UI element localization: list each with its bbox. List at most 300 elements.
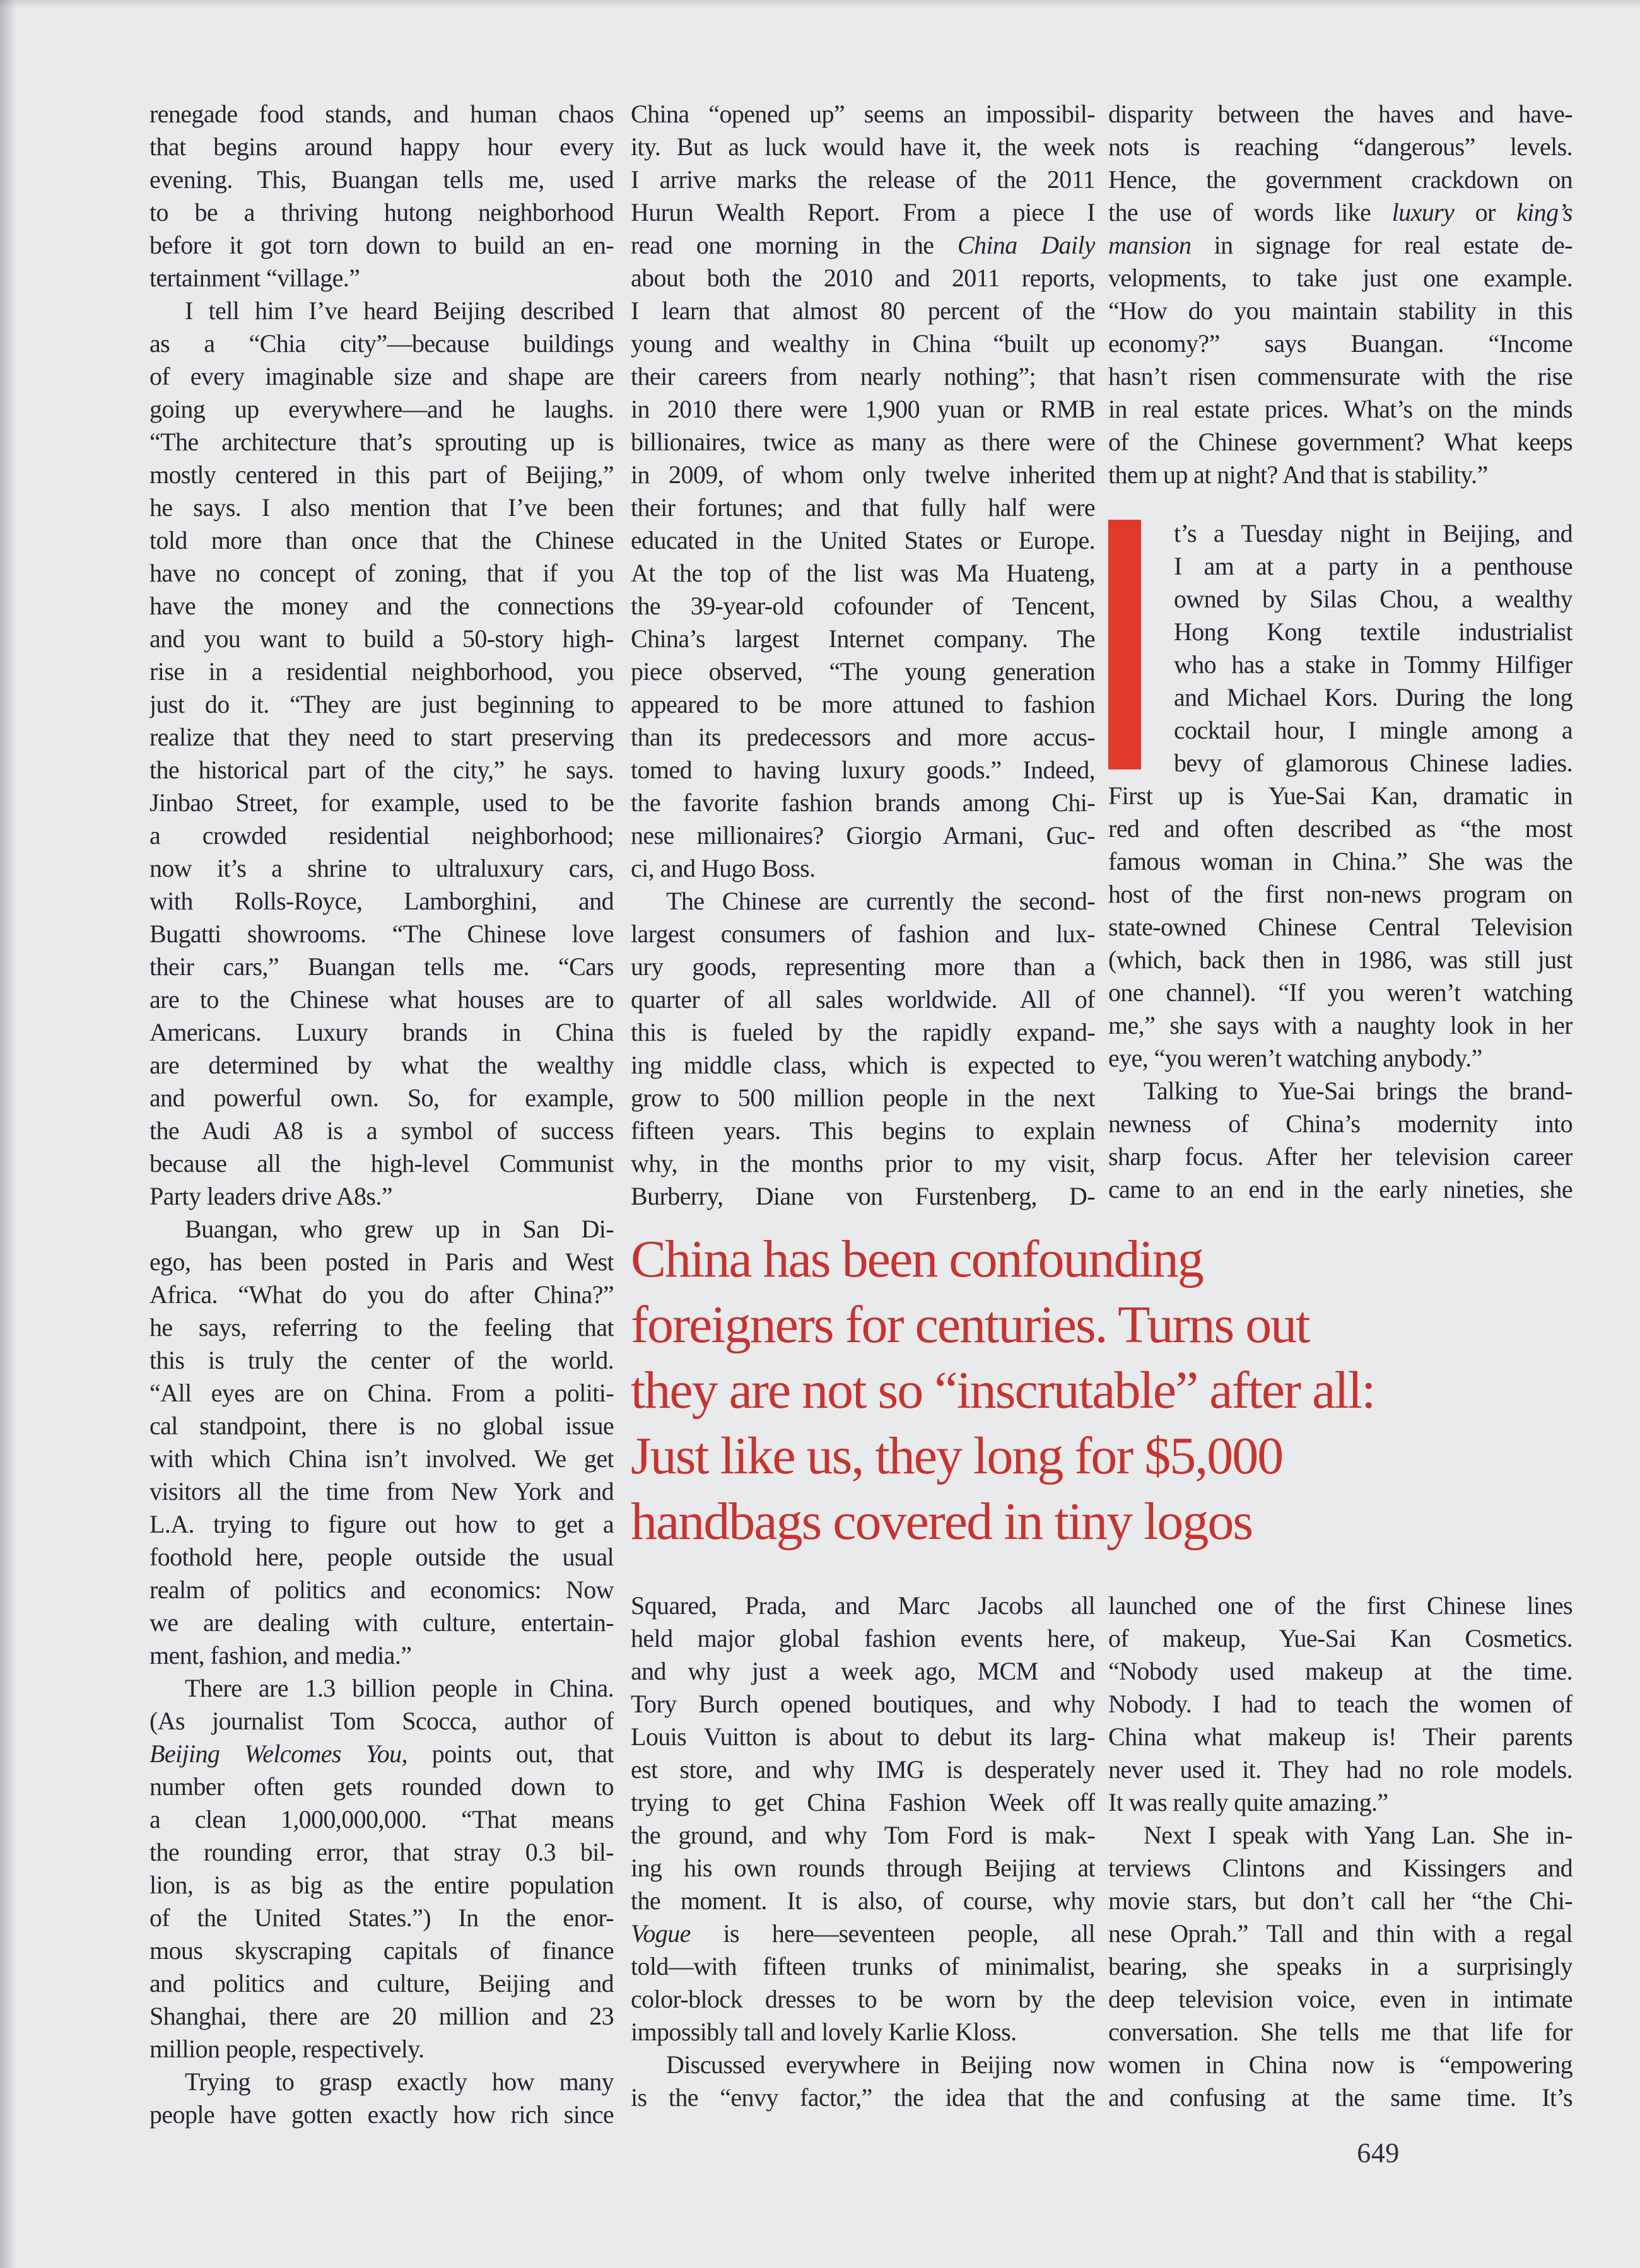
text-run: points out, that	[407, 1739, 614, 1768]
body-line	[149, 2033, 614, 2066]
text-run: impossibly tall and lovely Karlie Kloss.	[631, 2018, 1017, 2046]
body-line	[1108, 1173, 1573, 1206]
body-line	[631, 754, 1095, 786]
text-run: Shanghai, there are 20 million and 23	[149, 2002, 614, 2030]
body-line	[1108, 196, 1573, 229]
text-run: of the United States.”) In the enor-	[149, 1903, 614, 1932]
body-line	[149, 655, 614, 688]
body-line	[1108, 911, 1573, 944]
body-line	[1108, 714, 1573, 747]
text-run: in 2010 there were 1,900 yuan or RMB	[631, 395, 1095, 423]
body-line	[631, 393, 1095, 426]
text-run: their cars,” Buangan tells me. “Cars	[149, 952, 614, 981]
body-line	[149, 1541, 614, 1574]
body-line	[149, 1147, 614, 1180]
body-line	[1108, 393, 1573, 426]
body-line	[1108, 1589, 1573, 1622]
text-run: I arrive marks the release of the 2011	[631, 165, 1095, 194]
body-line	[149, 360, 614, 393]
text-run: Talking to Yue-Sai brings the brand-	[1144, 1077, 1573, 1105]
text-run: realize that they need to start preserving	[149, 723, 614, 751]
body-line	[149, 1803, 614, 1836]
body-line	[631, 1147, 1095, 1180]
text-run: (As journalist Tom Scocca, author of	[149, 1707, 614, 1735]
text-run: ing middle class, which is expected to	[631, 1051, 1095, 1079]
text-run: trying to get China Fashion Week off	[631, 1788, 1095, 1816]
body-line	[1108, 262, 1573, 295]
text-run: he says, referring to the feeling that	[149, 1313, 614, 1342]
body-line	[1108, 163, 1573, 196]
text-run: Jinbao Street, for example, used to be	[149, 788, 614, 817]
body-line	[149, 1869, 614, 1902]
text-run: The Chinese are currently the second-	[666, 887, 1095, 915]
body-line	[631, 1114, 1095, 1147]
text-run: me,” she says with a naughty look in her	[1108, 1011, 1573, 1039]
text-run: one channel). “If you weren’t watching	[1108, 978, 1573, 1007]
column-3-middle	[1108, 780, 1573, 1206]
text-run: China’s largest Internet company. The	[631, 624, 1095, 653]
text-run: than its predecessors and more accus-	[631, 723, 1095, 751]
body-line	[631, 524, 1095, 557]
body-line	[149, 819, 614, 852]
body-line	[149, 1639, 614, 1672]
text-run: the rounding error, that stray 0.3 bil-	[149, 1838, 614, 1866]
body-line	[1108, 517, 1573, 550]
italic-run: luxury	[1391, 198, 1455, 226]
text-run: the historical part of the city,” he says.	[149, 756, 614, 784]
text-run: Africa. “What do you do after China?”	[149, 1280, 614, 1309]
body-line	[631, 1016, 1095, 1049]
body-line	[149, 524, 614, 557]
text-run: ci, and Hugo Boss.	[631, 854, 816, 882]
text-run: mostly centered in this part of Beijing,”	[149, 460, 614, 489]
body-line	[149, 852, 614, 885]
text-run: the moment. It is also, of course, why	[631, 1886, 1095, 1915]
text-run: Hence, the government crackdown on	[1108, 165, 1573, 194]
body-line	[1108, 459, 1573, 491]
body-line	[1108, 976, 1573, 1009]
body-line	[631, 852, 1095, 885]
body-line	[631, 1917, 1095, 1950]
body-line	[631, 2081, 1095, 2114]
body-line	[1108, 812, 1573, 845]
text-run: First up is Yue-Sai Kan, dramatic in	[1108, 781, 1573, 810]
body-line	[631, 1180, 1095, 1213]
text-run: the Audi A8 is a symbol of success	[149, 1116, 614, 1145]
text-run: ing his own rounds through Beijing at	[631, 1854, 1095, 1882]
body-line	[1108, 98, 1573, 131]
text-run: ment, fashion, and media.”	[149, 1641, 412, 1669]
text-run: grow to 500 million people in the next	[631, 1084, 1095, 1112]
text-run: (which, back then in 1986, was still just	[1108, 945, 1573, 974]
body-line	[631, 1082, 1095, 1114]
text-run: of the Chinese government? What keeps	[1108, 428, 1573, 456]
body-line	[631, 1688, 1095, 1721]
text-run: Next I speak with Yang Lan. She in-	[1144, 1821, 1573, 1849]
body-line	[149, 2098, 614, 2131]
text-run: There are 1.3 billion people in China.	[185, 1674, 614, 1702]
body-line	[149, 2066, 614, 2098]
body-line	[149, 393, 614, 426]
text-run: red and often described as “the most	[1108, 814, 1573, 843]
text-run: “Nobody used makeup at the time.	[1108, 1657, 1573, 1685]
body-line	[149, 1016, 614, 1049]
text-run: about both the 2010 and 2011 reports,	[631, 264, 1095, 292]
text-run: ego, has been posted in Paris and West	[149, 1248, 614, 1276]
text-run: China “opened up” seems an impossibil-	[631, 100, 1095, 128]
column-2-top	[631, 98, 1095, 1213]
body-line	[631, 623, 1095, 655]
text-run: L.A. trying to figure out how to get a	[149, 1510, 614, 1538]
page-edge-shadow-top	[0, 0, 1640, 9]
text-run: terviews Clintons and Kissingers and	[1108, 1854, 1573, 1882]
body-line	[149, 1410, 614, 1442]
text-run: their fortunes; and that fully half were	[631, 493, 1095, 522]
text-run: and politics and culture, Beijing and	[149, 1969, 614, 1997]
body-line	[149, 1180, 614, 1213]
text-run: At the top of the list was Ma Huateng,	[631, 559, 1095, 587]
body-line	[149, 1836, 614, 1869]
text-run: before it got torn down to build an en-	[149, 231, 614, 259]
body-line	[149, 163, 614, 196]
body-line	[631, 590, 1095, 623]
body-line	[149, 1574, 614, 1606]
text-run: in 2009, of whom only twelve inherited	[631, 460, 1095, 489]
body-line	[149, 623, 614, 655]
text-run: are to the Chinese what houses are to	[149, 985, 614, 1014]
text-run: and Michael Kors. During the long	[1174, 683, 1573, 711]
body-line	[1108, 845, 1573, 878]
body-line	[149, 950, 614, 983]
text-run: disparity between the haves and have-	[1108, 100, 1573, 128]
body-line	[1108, 2081, 1573, 2114]
body-line	[1108, 1917, 1573, 1950]
dropcap-bar-letter-i	[1108, 520, 1141, 769]
body-line	[149, 459, 614, 491]
text-run: and why just a week ago, MCM and	[631, 1657, 1095, 1685]
body-line	[1108, 681, 1573, 714]
text-run: “The architecture that’s sprouting up is	[149, 428, 614, 456]
text-run: the 39-year-old cofounder of Tencent,	[631, 592, 1095, 620]
text-run: movie stars, but don’t call her “the Chi-	[1108, 1886, 1573, 1915]
text-run: velopments, to take just one example.	[1108, 264, 1573, 292]
text-run: I tell him I’ve heard Beijing described	[185, 296, 614, 325]
text-run: fifteen years. This begins to explain	[631, 1116, 1095, 1145]
text-run: foothold here, people outside the usual	[149, 1543, 614, 1571]
text-run: Bugatti showrooms. “The Chinese love	[149, 920, 614, 948]
text-run: and you want to build a 50-story high-	[149, 624, 614, 653]
text-run: tertainment “village.”	[149, 264, 360, 292]
body-line	[631, 885, 1095, 918]
italic-run: mansion	[1108, 231, 1192, 259]
body-line	[1108, 1950, 1573, 1983]
column-2-bottom	[631, 1589, 1095, 2114]
body-line	[631, 1589, 1095, 1622]
body-line	[1108, 131, 1573, 163]
text-run: a clean 1,000,000,000. “That means	[149, 1805, 614, 1833]
body-line	[631, 2016, 1095, 2049]
body-line	[1108, 1721, 1573, 1753]
body-line	[149, 1606, 614, 1639]
body-line	[1108, 327, 1573, 360]
text-run: Squared, Prada, and Marc Jacobs all	[631, 1591, 1095, 1620]
text-run: Tory Burch opened boutiques, and why	[631, 1690, 1095, 1718]
text-run: came to an end in the early nineties, she	[1108, 1175, 1573, 1203]
body-line	[1108, 780, 1573, 812]
body-line	[149, 1344, 614, 1377]
text-run: host of the first non-news program on	[1108, 880, 1573, 908]
body-line	[631, 459, 1095, 491]
body-line	[149, 1311, 614, 1344]
body-line	[1108, 1009, 1573, 1042]
text-run: women in China now is “empowering	[1108, 2050, 1573, 2079]
body-line	[149, 1082, 614, 1114]
body-line	[631, 1622, 1095, 1655]
text-run: Buangan, who grew up in San Di-	[185, 1215, 614, 1243]
body-line	[149, 590, 614, 623]
text-run: rise in a residential neighborhood, you	[149, 657, 614, 686]
body-line	[149, 1114, 614, 1147]
body-line	[631, 688, 1095, 721]
text-run: It was really quite amazing.”	[1108, 1788, 1388, 1816]
text-run: I learn that almost 80 percent of the	[631, 296, 1095, 325]
text-run: this is fueled by the rapidly expand-	[631, 1018, 1095, 1046]
text-run: Americans. Luxury brands in China	[149, 1018, 614, 1046]
text-run: realm of politics and economics: Now	[149, 1575, 614, 1604]
body-line	[1108, 1688, 1573, 1721]
body-line	[149, 1672, 614, 1705]
body-line	[631, 295, 1095, 327]
body-line	[149, 229, 614, 262]
body-line	[1108, 747, 1573, 780]
text-run: we are dealing with culture, entertain-	[149, 1608, 614, 1637]
body-line	[631, 131, 1095, 163]
text-run: Louis Vuitton is about to debut its larg-	[631, 1722, 1095, 1751]
page-edge-shadow-left	[0, 0, 16, 2268]
text-run: as a “Chia city”—because buildings	[149, 329, 614, 358]
text-run: appeared to be more attuned to fashion	[631, 690, 1095, 718]
text-run: is here—seventeen people, all	[690, 1919, 1095, 1948]
body-line	[149, 131, 614, 163]
body-line	[149, 1967, 614, 2000]
text-run: going up everywhere—and he laughs.	[149, 395, 614, 423]
body-line	[631, 819, 1095, 852]
italic-run: China Daily	[957, 231, 1095, 259]
body-line	[149, 721, 614, 754]
text-run: ity. But as luck would have it, the week	[631, 132, 1095, 161]
text-run: nese millionaires? Giorgio Armani, Guc-	[631, 821, 1095, 850]
body-line	[631, 360, 1095, 393]
column-1	[149, 98, 614, 2131]
body-line	[149, 1934, 614, 1967]
body-line	[631, 918, 1095, 950]
text-run: Trying to grasp exactly how many	[185, 2067, 614, 2096]
body-line	[631, 1885, 1095, 1917]
body-line	[1108, 1108, 1573, 1140]
text-run: evening. This, Buangan tells me, used	[149, 165, 614, 194]
text-run: Nobody. I had to teach the women of	[1108, 1690, 1573, 1718]
text-run: lion, is as big as the entire population	[149, 1871, 614, 1899]
text-run: bearing, she speaks in a surprisingly	[1108, 1952, 1573, 1980]
text-run: of makeup, Yue-Sai Kan Cosmetics.	[1108, 1624, 1573, 1652]
text-run: largest consumers of fashion and lux-	[631, 920, 1095, 948]
text-run: educated in the United States or Europe.	[631, 526, 1095, 554]
text-run: owned by Silas Chou, a wealthy	[1174, 585, 1573, 613]
body-line	[149, 262, 614, 295]
body-line	[149, 1475, 614, 1508]
text-run: in signage for real estate de-	[1191, 231, 1573, 259]
text-run: in real estate prices. What’s on the minds	[1108, 395, 1573, 423]
text-run: young and wealthy in China “built up	[631, 329, 1095, 358]
body-line	[1108, 878, 1573, 911]
text-run: newness of China’s modernity into	[1108, 1109, 1573, 1138]
text-run: I am at a party in a penthouse	[1174, 552, 1573, 580]
body-line	[631, 262, 1095, 295]
body-line	[631, 229, 1095, 262]
body-line	[1108, 1885, 1573, 1917]
text-run: million people, respectively.	[149, 2035, 425, 2063]
body-line	[1108, 1983, 1573, 2016]
body-line	[149, 1902, 614, 1934]
text-run: this is truly the center of the world.	[149, 1346, 614, 1374]
text-run: and powerful own. So, for example,	[149, 1084, 614, 1112]
body-line	[631, 786, 1095, 819]
body-line	[149, 1705, 614, 1738]
text-run: China what makeup is! Their parents	[1108, 1722, 1573, 1751]
text-run: or	[1454, 198, 1517, 226]
pull-quote-line: Just like us, they long for $5,000	[631, 1427, 1283, 1485]
body-line	[149, 327, 614, 360]
text-run: a crowded residential neighborhood;	[149, 821, 614, 850]
text-run: sharp focus. After her television career	[1108, 1142, 1573, 1171]
text-run: why, in the months prior to my visit,	[631, 1149, 1095, 1178]
text-run: renegade food stands, and human chaos	[149, 100, 614, 128]
text-run: have the money and the connections	[149, 592, 614, 620]
body-line	[1108, 1786, 1573, 1819]
body-line	[1108, 295, 1573, 327]
text-run: visitors all the time from New York and	[149, 1477, 614, 1505]
text-run: nese Oprah.” Tall and thin with a regal	[1108, 1919, 1573, 1948]
body-line	[149, 196, 614, 229]
body-line	[149, 754, 614, 786]
body-line	[631, 1655, 1095, 1688]
column-3-top	[1108, 98, 1573, 491]
text-run: Hong Kong textile industrialist	[1174, 617, 1573, 646]
text-run: people have gotten exactly how rich since	[149, 2100, 614, 2129]
body-line	[149, 557, 614, 590]
text-run: cal standpoint, there is no global issue	[149, 1412, 614, 1440]
body-line	[631, 196, 1095, 229]
pull-quote-line: they are not so “inscrutable” after all:	[631, 1361, 1375, 1420]
body-line	[631, 98, 1095, 131]
body-line	[149, 688, 614, 721]
body-line	[149, 98, 614, 131]
body-line	[1108, 1655, 1573, 1688]
body-line	[631, 1786, 1095, 1819]
body-line	[631, 163, 1095, 196]
text-run: eye, “you weren’t watching anybody.”	[1108, 1044, 1482, 1072]
text-run: with Rolls-Royce, Lamborghini, and	[149, 887, 614, 915]
body-line	[149, 786, 614, 819]
pull-quote-line: handbags covered in tiny logos	[631, 1492, 1253, 1551]
text-run: “All eyes are on China. From a politi-	[149, 1379, 614, 1407]
body-line	[1108, 944, 1573, 976]
text-run: who has a stake in Tommy Hilfiger	[1174, 650, 1573, 679]
body-line	[149, 1738, 614, 1770]
text-run: est store, and why IMG is desperately	[631, 1755, 1095, 1784]
body-line	[149, 1377, 614, 1410]
body-line	[149, 1508, 614, 1541]
body-line	[149, 1278, 614, 1311]
body-line	[149, 1246, 614, 1278]
text-run: have no concept of zoning, that if you	[149, 559, 614, 587]
text-run: piece observed, “The young generation	[631, 657, 1095, 686]
body-line	[631, 491, 1095, 524]
text-run: now it’s a shrine to ultraluxury cars,	[149, 854, 614, 882]
body-line	[631, 1983, 1095, 2016]
body-line	[149, 1049, 614, 1082]
body-line	[631, 1819, 1095, 1852]
italic-run: Vogue	[631, 1919, 691, 1948]
body-line	[631, 327, 1095, 360]
body-line	[631, 426, 1095, 459]
body-line	[631, 1721, 1095, 1753]
text-run: deep television voice, even in intimate	[1108, 1985, 1573, 2013]
body-line	[149, 983, 614, 1016]
text-run: with which China isn’t involved. We get	[149, 1444, 614, 1473]
text-run: to be a thriving hutong neighborhood	[149, 198, 614, 226]
text-run: read one morning in the	[631, 231, 958, 259]
text-run: are determined by what the wealthy	[149, 1051, 614, 1079]
italic-run: king’s	[1516, 198, 1573, 226]
text-run: billionaires, twice as many as there were	[631, 428, 1095, 456]
italic-run: Beijing Welcomes You,	[149, 1739, 407, 1768]
body-line	[1108, 1819, 1573, 1852]
body-line	[149, 1770, 614, 1803]
body-line	[631, 2049, 1095, 2081]
body-line	[1108, 648, 1573, 681]
text-run: bevy of glamorous Chinese ladies.	[1174, 749, 1573, 777]
body-line	[1108, 229, 1573, 262]
text-run: told—with fifteen trunks of minimalist,	[631, 1952, 1095, 1980]
body-line	[1108, 1622, 1573, 1655]
text-run: hasn’t risen commensurate with the rise	[1108, 362, 1573, 390]
body-line	[1108, 360, 1573, 393]
body-line	[1108, 583, 1573, 616]
body-line	[149, 491, 614, 524]
body-line	[149, 1442, 614, 1475]
text-run: that begins around happy hour every	[149, 132, 614, 161]
text-run: their careers from nearly nothing”; that	[631, 362, 1095, 390]
body-line	[1108, 550, 1573, 583]
text-run: never used it. They had no role models.	[1108, 1755, 1573, 1784]
body-line	[631, 1049, 1095, 1082]
text-run: told more than once that the Chinese	[149, 526, 614, 554]
body-line	[631, 1852, 1095, 1885]
pull-quote-line: foreigners for centuries. Turns out	[631, 1295, 1309, 1354]
column-3-dropcap-paragraph	[1108, 517, 1573, 780]
text-run: ury goods, representing more than a	[631, 952, 1095, 981]
text-run: economy?” says Buangan. “Income	[1108, 329, 1573, 358]
text-run: of every imaginable size and shape are	[149, 362, 614, 390]
body-line	[149, 426, 614, 459]
body-line	[631, 557, 1095, 590]
body-line	[149, 885, 614, 918]
pull-quote	[631, 1227, 1552, 1561]
text-run: Discussed everywhere in Beijing now	[666, 2050, 1095, 2079]
body-line	[631, 950, 1095, 983]
body-line	[1108, 1075, 1573, 1108]
